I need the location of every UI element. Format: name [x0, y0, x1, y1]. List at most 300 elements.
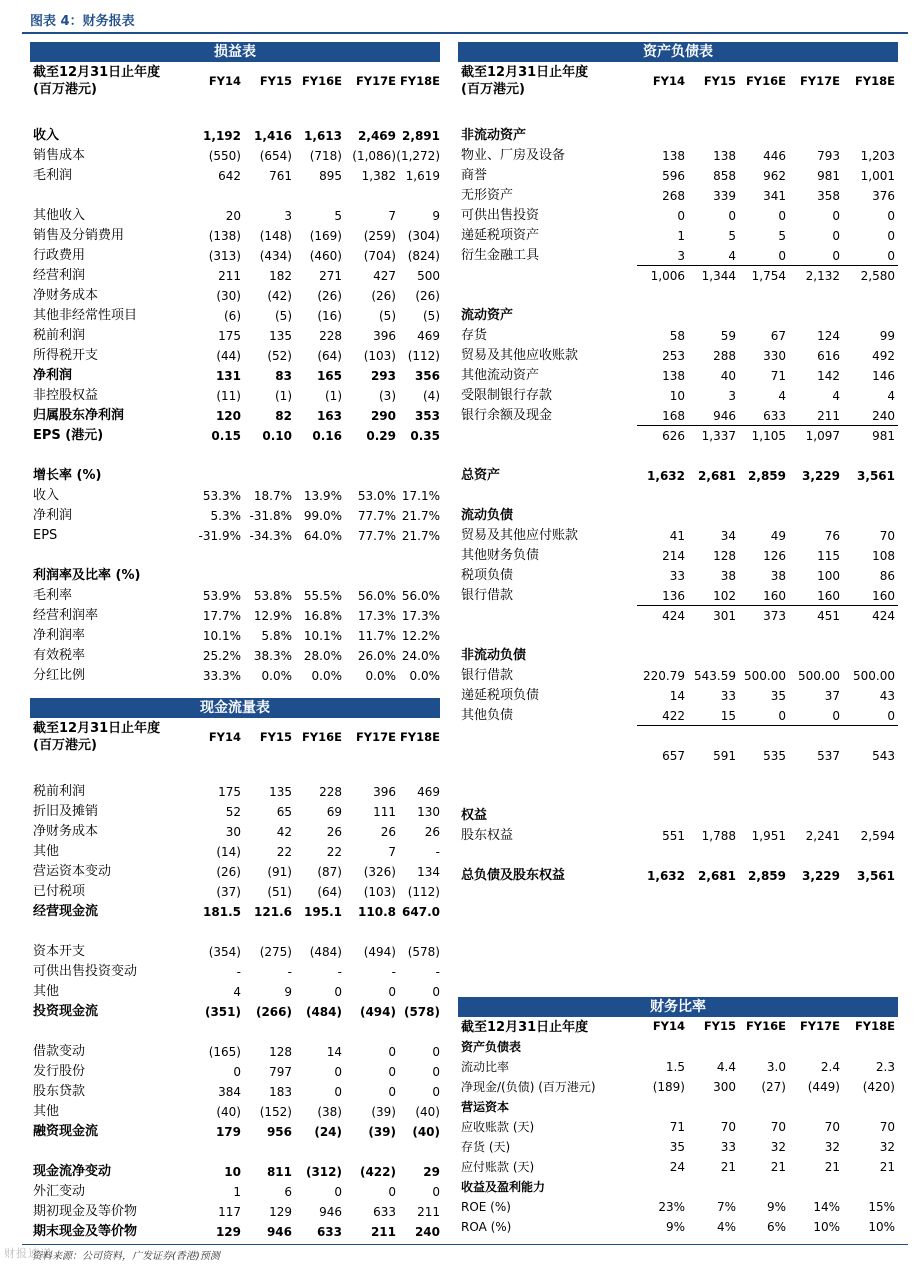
row-label: 银行余额及现金: [461, 408, 553, 423]
table-row: [458, 406, 898, 426]
cell-value: 2.4: [820, 1060, 840, 1074]
cell-value: 946: [713, 409, 736, 423]
table-row: [458, 806, 898, 826]
year-header: FY16E: [745, 1019, 786, 1033]
cell-value: 35: [669, 1140, 685, 1154]
cell-value: 0: [388, 1065, 396, 1079]
year-header: FY16E: [301, 730, 342, 744]
cell-value: 138: [662, 369, 685, 383]
title-rule: [22, 32, 908, 34]
cell-value: 616: [817, 349, 840, 363]
cell-value: 35: [770, 689, 786, 703]
cell-value: (434): [259, 249, 292, 263]
row-label: 可供出售投资: [461, 208, 540, 223]
cell-value: 17.3%: [357, 609, 396, 623]
spacer-row: [458, 846, 898, 866]
cell-value: 10.1%: [202, 629, 241, 643]
cell-value: (64): [317, 349, 342, 363]
cell-value: 86: [879, 569, 895, 583]
cell-value: 1,951: [751, 829, 786, 843]
cell-value: (3): [379, 389, 396, 403]
cell-value: 32: [879, 1140, 895, 1154]
cell-value: 5.8%: [261, 629, 292, 643]
ratios-header-row: [458, 1017, 898, 1037]
table-row: [30, 1202, 440, 1222]
table-row: [458, 186, 898, 206]
cell-value: 21: [720, 1160, 736, 1174]
cell-value: 25.2%: [202, 649, 241, 663]
spacer-row: [30, 1142, 440, 1162]
cell-value: 0: [887, 249, 895, 263]
cell-value: 3,561: [857, 469, 895, 483]
cell-value: 4: [233, 985, 241, 999]
row-label: 销售及分销费用: [33, 228, 125, 243]
row-label: 毛利润: [33, 168, 73, 183]
cell-value: (5): [275, 309, 292, 323]
cell-value: 146: [872, 369, 895, 383]
row-label: 递延税项资产: [461, 228, 540, 243]
figure-title: 图表 4：财务报表: [30, 14, 135, 29]
table-row: [30, 1162, 440, 1182]
cell-value: 2,681: [698, 469, 736, 483]
cell-value: 33.3%: [202, 669, 241, 683]
period-label: 截至12月31日止年度 (百万港元): [33, 65, 161, 97]
cell-value: 10%: [868, 1220, 895, 1234]
row-label: 折旧及摊销: [33, 804, 99, 819]
cell-value: 121.6: [254, 905, 292, 919]
row-label: 利润率及比率 (%): [33, 568, 141, 583]
cell-value: (91): [267, 865, 292, 879]
cell-value: 1,754: [751, 269, 786, 283]
cell-value: 981: [872, 429, 895, 443]
cell-value: 195.1: [304, 905, 342, 919]
cell-value: 10.1%: [303, 629, 342, 643]
cell-value: 12.9%: [253, 609, 292, 623]
cell-value: 2,594: [860, 829, 895, 843]
cell-value: 99: [879, 329, 895, 343]
cell-value: 0: [432, 1045, 440, 1059]
cell-value: (51): [267, 885, 292, 899]
cell-value: 26: [424, 825, 440, 839]
cell-value: (26): [317, 289, 342, 303]
cell-value: 33: [669, 569, 685, 583]
table-row: [30, 802, 440, 822]
cell-value: 128: [269, 1045, 292, 1059]
table-row: [30, 306, 440, 326]
cell-value: 69: [326, 805, 342, 819]
cell-value: 110.8: [358, 905, 396, 919]
row-label: 已付税项: [33, 884, 86, 899]
table-row: [30, 1002, 440, 1022]
cell-value: 4: [778, 389, 786, 403]
row-label: 其他: [33, 984, 60, 999]
table-row: [30, 1182, 440, 1202]
cell-value: 21.7%: [401, 529, 440, 543]
source-note: 资料来源：公司资料，广发证券(香港)预测: [32, 1251, 220, 1262]
cell-value: 451: [817, 609, 840, 623]
cell-value: 0: [432, 1085, 440, 1099]
year-header: FY15: [703, 1019, 736, 1033]
row-label: 收入: [33, 488, 60, 503]
cell-value: 1,613: [304, 129, 342, 143]
cell-value: 53.8%: [253, 589, 292, 603]
cell-value: 120: [215, 409, 241, 423]
cell-value: 3: [677, 249, 685, 263]
cell-value: (38): [317, 1105, 342, 1119]
spacer-row: [30, 762, 440, 782]
cell-value: 129: [215, 1225, 241, 1239]
cell-value: -31.9%: [198, 529, 241, 543]
row-label: 其他收入: [33, 208, 86, 223]
row-label: 税前利润: [33, 328, 86, 343]
row-label: 分红比例: [33, 668, 86, 683]
cell-value: 6: [284, 1185, 292, 1199]
cell-value: 175: [218, 785, 241, 799]
row-label: 经营利润: [33, 268, 86, 283]
row-label: 资本开支: [33, 944, 86, 959]
cell-value: 240: [414, 1225, 440, 1239]
row-label: 营运资本变动: [33, 864, 112, 879]
cell-value: 396: [373, 785, 396, 799]
row-label: 银行借款: [461, 668, 514, 683]
row-label: 股东权益: [461, 828, 514, 843]
cell-value: 53.3%: [202, 489, 241, 503]
cell-value: 2,859: [748, 469, 786, 483]
cell-value: 23%: [658, 1200, 685, 1214]
table-row: [458, 206, 898, 226]
row-label: EPS: [33, 528, 58, 543]
cell-value: (304): [407, 229, 440, 243]
row-label: 股东贷款: [33, 1084, 86, 1099]
cell-value: 10%: [813, 1220, 840, 1234]
cell-value: 446: [763, 149, 786, 163]
cell-value: (148): [259, 229, 292, 243]
cell-value: (169): [309, 229, 342, 243]
cell-value: 16.8%: [303, 609, 342, 623]
cell-value: (26): [216, 865, 241, 879]
row-label: 有效税率: [33, 648, 86, 663]
balance-sheet: [458, 42, 898, 886]
cell-value: (1): [275, 389, 292, 403]
cell-value: (30): [216, 289, 241, 303]
row-label: 贸易及其他应付账款: [461, 528, 579, 543]
cell-value: (11): [216, 389, 241, 403]
table-row: [458, 586, 898, 606]
cell-value: 4.4: [716, 1060, 736, 1074]
cell-value: (266): [255, 1005, 292, 1019]
cell-value: 422: [662, 709, 685, 723]
table-row: [458, 306, 898, 326]
cell-value: 71: [770, 369, 786, 383]
cell-value: 33: [720, 689, 736, 703]
cell-value: 33: [720, 1140, 736, 1154]
cell-value: 77.7%: [357, 509, 396, 523]
cell-value: 633: [763, 409, 786, 423]
cell-value: (1): [325, 389, 342, 403]
cell-value: 0: [388, 985, 396, 999]
cell-value: 1,105: [751, 429, 786, 443]
cell-value: 946: [266, 1225, 292, 1239]
cell-value: 0: [832, 709, 840, 723]
table-row: [458, 646, 898, 666]
row-label: 净财务成本: [33, 824, 99, 839]
cell-value: 7: [388, 209, 396, 223]
cell-value: 330: [763, 349, 786, 363]
row-label: 递延税项负债: [461, 688, 540, 703]
cell-value: 12.2%: [401, 629, 440, 643]
table-row: [458, 386, 898, 406]
spacer-row: [458, 766, 898, 786]
cell-value: (39): [368, 1125, 396, 1139]
cell-value: 32: [824, 1140, 840, 1154]
spacer-row: [458, 626, 898, 646]
cell-value: 0: [334, 1065, 342, 1079]
spacer-row: [458, 786, 898, 806]
cell-value: 136: [662, 589, 685, 603]
cell-value: 1: [233, 1185, 241, 1199]
cell-value: (103): [363, 349, 396, 363]
table-row: [30, 982, 440, 1002]
cell-value: -34.3%: [249, 529, 292, 543]
cell-value: 376: [872, 189, 895, 203]
row-label: 外汇变动: [33, 1184, 86, 1199]
cell-value: 3,229: [802, 469, 840, 483]
cell-value: 0: [334, 1085, 342, 1099]
cell-value: 29: [423, 1165, 440, 1179]
cell-value: 4: [887, 389, 895, 403]
row-label: 借款变动: [33, 1044, 86, 1059]
row-label: 期初现金及等价物: [33, 1204, 138, 1219]
row-label: 营运资本: [461, 1100, 510, 1114]
cell-value: (165): [208, 1045, 241, 1059]
spacer-row: [30, 446, 440, 466]
cell-value: 301: [713, 609, 736, 623]
cell-value: 14%: [813, 1200, 840, 1214]
table-row: [30, 246, 440, 266]
cell-value: 1,382: [361, 169, 396, 183]
table-row: [30, 606, 440, 626]
year-header: FY14: [652, 74, 685, 88]
table-row: [30, 466, 440, 486]
cell-value: 543.59: [694, 669, 736, 683]
row-label: 税项负债: [461, 568, 514, 583]
cell-value: 168: [662, 409, 685, 423]
cell-value: (1,086): [352, 149, 396, 163]
cell-value: 40: [720, 369, 736, 383]
year-header: FY18E: [399, 74, 440, 88]
cell-value: (312): [305, 1165, 342, 1179]
income-header-row: [30, 62, 440, 106]
cell-value: 70: [824, 1120, 840, 1134]
table-row: [30, 386, 440, 406]
cell-value: 341: [763, 189, 786, 203]
cell-value: -: [337, 965, 342, 979]
cell-value: (152): [259, 1105, 292, 1119]
cell-value: 0: [778, 209, 786, 223]
cell-value: 1,632: [647, 469, 685, 483]
table-row: [458, 1117, 898, 1137]
cell-value: 175: [218, 329, 241, 343]
cell-value: 53.0%: [357, 489, 396, 503]
cell-value: 240: [872, 409, 895, 423]
spacer-row: [458, 486, 898, 506]
cell-value: 253: [662, 349, 685, 363]
cell-value: 3,229: [802, 869, 840, 883]
cell-value: 293: [370, 369, 396, 383]
row-label: 经营现金流: [33, 904, 99, 919]
year-header: FY17E: [799, 74, 840, 88]
cell-value: 0.0%: [365, 669, 396, 683]
table-row: [30, 326, 440, 346]
row-label: 增长率 (%): [33, 468, 102, 483]
cell-value: 469: [417, 785, 440, 799]
table-row: [458, 546, 898, 566]
cell-value: 2,580: [860, 269, 895, 283]
cell-value: 2.3: [875, 1060, 895, 1074]
cashflow-statement: [30, 698, 440, 1242]
cell-value: 67: [770, 329, 786, 343]
cell-value: (64): [317, 885, 342, 899]
cell-value: 17.3%: [401, 609, 440, 623]
cell-value: 1.5: [665, 1060, 685, 1074]
cell-value: 5.3%: [210, 509, 241, 523]
cell-value: (718): [309, 149, 342, 163]
cell-value: 21: [879, 1160, 895, 1174]
table-row: [458, 346, 898, 366]
cell-value: 18.7%: [253, 489, 292, 503]
cell-value: 384: [218, 1085, 241, 1099]
cell-value: 551: [662, 829, 685, 843]
cell-value: 657: [662, 749, 685, 763]
row-label: 应收账款 (天): [461, 1120, 535, 1134]
cell-value: (824): [407, 249, 440, 263]
cell-value: 642: [218, 169, 241, 183]
cell-value: 0: [778, 249, 786, 263]
cell-value: 28.0%: [303, 649, 342, 663]
row-label: 其他流动资产: [461, 368, 540, 383]
table-row: [458, 1217, 898, 1237]
cell-value: 181.5: [203, 905, 241, 919]
cell-value: 2,132: [805, 269, 840, 283]
cell-value: 2,681: [698, 869, 736, 883]
cell-value: 58: [669, 329, 685, 343]
cell-value: 10: [224, 1165, 241, 1179]
row-label: ROA (%): [461, 1220, 512, 1234]
cell-value: (494): [363, 945, 396, 959]
cell-value: 271: [319, 269, 342, 283]
cell-value: 26: [380, 825, 396, 839]
row-label: 总负债及股东权益: [461, 868, 566, 883]
footer-rule: [22, 1244, 908, 1245]
cell-value: (27): [761, 1080, 786, 1094]
row-label: 行政费用: [33, 248, 86, 263]
table-row: [30, 366, 440, 386]
cell-value: 339: [713, 189, 736, 203]
cell-value: 1,097: [805, 429, 840, 443]
cell-value: 0.0%: [261, 669, 292, 683]
row-label: 所得税开支: [33, 348, 99, 363]
row-label: 可供出售投资变动: [33, 964, 138, 979]
cell-value: 38.3%: [253, 649, 292, 663]
cell-value: 82: [275, 409, 292, 423]
cell-value: 0: [832, 229, 840, 243]
cell-value: 647.0: [402, 905, 440, 919]
table-row: [30, 146, 440, 166]
cell-value: 37: [824, 689, 840, 703]
cell-value: 469: [417, 329, 440, 343]
cell-value: (40): [412, 1125, 440, 1139]
cell-value: (313): [208, 249, 241, 263]
cell-value: 26.0%: [357, 649, 396, 663]
cell-value: 1,344: [701, 269, 736, 283]
cell-value: 5: [728, 229, 736, 243]
cell-value: 131: [215, 369, 241, 383]
cell-value: (42): [267, 289, 292, 303]
row-label: 物业、厂房及设备: [461, 148, 566, 163]
cell-value: 70: [720, 1120, 736, 1134]
cell-value: (112): [407, 349, 440, 363]
table-row: [458, 686, 898, 706]
table-row: [30, 286, 440, 306]
year-header: FY17E: [355, 74, 396, 88]
table-row: [458, 746, 898, 766]
cell-value: 356: [414, 369, 440, 383]
cell-value: 9%: [665, 1220, 685, 1234]
table-row: [30, 406, 440, 426]
cell-value: 30: [225, 825, 241, 839]
cell-value: 111: [373, 805, 396, 819]
cell-value: 761: [269, 169, 292, 183]
cell-value: 3,561: [857, 869, 895, 883]
row-label: 其他: [33, 1104, 60, 1119]
cell-value: (422): [359, 1165, 396, 1179]
cell-value: 59: [720, 329, 736, 343]
cashflow-title-bar: 现金流量表: [30, 698, 440, 718]
cell-value: 633: [373, 1205, 396, 1219]
cell-value: 211: [218, 269, 241, 283]
cell-value: 76: [824, 529, 840, 543]
cell-value: 138: [713, 149, 736, 163]
cell-value: 130: [417, 805, 440, 819]
cell-value: (5): [423, 309, 440, 323]
cell-value: 0: [233, 1065, 241, 1079]
table-row: [458, 466, 898, 486]
cell-value: 0.0%: [409, 669, 440, 683]
cell-value: 396: [373, 329, 396, 343]
cell-value: 117: [218, 1205, 241, 1219]
cell-value: 21.7%: [401, 509, 440, 523]
table-row: [30, 126, 440, 146]
cell-value: -: [435, 965, 440, 979]
cell-value: (39): [371, 1105, 396, 1119]
cell-value: 24.0%: [401, 649, 440, 663]
cell-value: 353: [414, 409, 440, 423]
cell-value: 10: [669, 389, 685, 403]
cell-value: 0: [778, 709, 786, 723]
cell-value: 160: [763, 589, 786, 603]
table-row: [458, 666, 898, 686]
cell-value: 0: [887, 209, 895, 223]
balance-header-row: [458, 62, 898, 106]
cell-value: 179: [215, 1125, 241, 1139]
table-row: [458, 326, 898, 346]
cell-value: (37): [216, 885, 241, 899]
table-row: [30, 666, 440, 686]
cell-value: (103): [363, 885, 396, 899]
table-row: [30, 426, 440, 446]
cell-value: 1,203: [860, 149, 895, 163]
table-row: [30, 782, 440, 802]
